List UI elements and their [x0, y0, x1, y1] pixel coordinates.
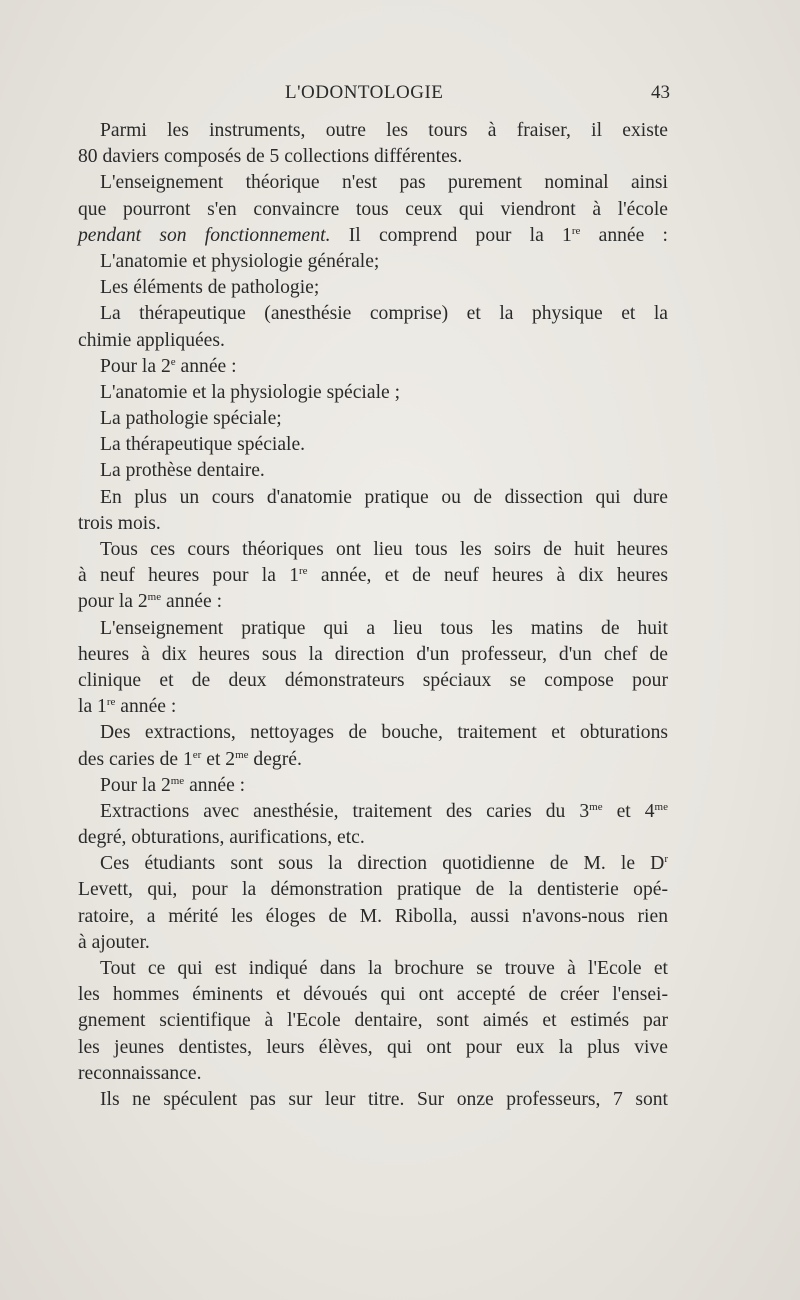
text-line: [78, 1061, 668, 1087]
line-text: degré, obturations, aurifications, etc.: [78, 827, 365, 849]
text-line: [78, 301, 668, 327]
superscript: re: [106, 696, 116, 709]
line-text: des caries de 1: [78, 748, 193, 770]
superscript: re: [299, 565, 308, 578]
line-text: pour la 2: [78, 591, 148, 613]
superscript: me: [147, 591, 162, 604]
line-text: Il comprend pour la 1: [330, 224, 572, 246]
page-header: [80, 82, 670, 108]
text-line: [78, 354, 668, 380]
text-line: [78, 1035, 668, 1061]
text-line: [78, 511, 668, 537]
text-line: [78, 904, 668, 930]
text-line: [78, 668, 668, 694]
line-text: année :: [115, 696, 177, 718]
superscript: er: [192, 748, 202, 761]
line-text: Ces étudiants sont sous la direction quotidienne de M. le D: [100, 853, 665, 875]
line-text: année :: [161, 591, 223, 613]
line-text: les hommes éminents et dévoués qui ont accepté de créer l'ensei-: [78, 984, 668, 1006]
text-line: [78, 720, 668, 746]
text-line: [78, 275, 668, 301]
text-line: [78, 223, 668, 249]
superscript: re: [571, 224, 581, 237]
text-line: [78, 956, 668, 982]
line-text: La prothèse dentaire.: [100, 460, 265, 482]
text-line: [78, 589, 668, 615]
line-text: Les éléments de pathologie;: [100, 277, 320, 299]
text-line: [78, 380, 668, 406]
text-line: [78, 773, 668, 799]
line-text: Pour la 2: [100, 355, 171, 377]
text-line: [78, 537, 668, 563]
line-text: et 2: [201, 748, 236, 770]
line-text: L'anatomie et la physiologie spéciale ;: [100, 381, 401, 403]
line-text: à ajouter.: [78, 931, 150, 953]
line-text: L'anatomie et physiologie générale;: [100, 250, 380, 272]
line-text: L'enseignement pratique qui a lieu tous les matins de huit: [100, 617, 668, 639]
line-text: année :: [175, 355, 237, 377]
line-text: 80 daviers composés de 5 collections différentes.: [78, 146, 463, 168]
text-line: [78, 328, 668, 354]
text-line: [78, 747, 668, 773]
page-number: 43: [651, 82, 670, 103]
text-line: [78, 118, 668, 144]
text-line: [78, 458, 668, 484]
italic-text: pendant son fonctionnement.: [78, 224, 331, 246]
text-line: [78, 144, 668, 170]
line-text: Extractions avec anesthésie, traitement des caries du 3: [100, 800, 590, 822]
text-line: [78, 930, 668, 956]
line-text: année :: [580, 224, 668, 246]
text-line: [78, 825, 668, 851]
text-line: [78, 877, 668, 903]
line-text: La thérapeutique spéciale.: [100, 434, 306, 456]
line-text: Des extractions, nettoyages de bouche, traitement et obturations: [100, 722, 668, 744]
line-text: la 1: [78, 696, 107, 718]
line-text: La thérapeutique (anesthésie comprise) et la physique et la: [100, 303, 668, 325]
line-text: Tous ces cours théoriques ont lieu tous les soirs de huit heures: [100, 539, 668, 560]
text-line: [78, 485, 668, 511]
line-text: ratoire, a mérité les éloges de M. Ribolla, aussi n'avons-nous rien: [78, 905, 668, 927]
text-line: [78, 982, 668, 1008]
line-text: gnement scientifique à l'Ecole dentaire, sont aimés et estimés par: [78, 1010, 668, 1032]
text-line: [78, 406, 668, 432]
superscript: me: [235, 748, 249, 761]
line-text: année :: [184, 774, 246, 796]
superscript: me: [589, 800, 603, 813]
line-text: Levett, qui, pour la démonstration pratique de la dentisterie opé-: [78, 879, 668, 901]
line-text: L'enseignement théorique n'est pas purement nominal ainsi: [100, 172, 668, 194]
superscript: r: [664, 853, 668, 866]
superscript: me: [654, 800, 668, 813]
line-text: degré.: [248, 748, 302, 770]
line-text: trois mois.: [78, 512, 161, 534]
text-line: [78, 616, 668, 642]
line-text: à neuf heures pour la 1: [78, 565, 300, 587]
line-text: heures à dix heures sous la direction d'un professeur, d'un chef de: [78, 643, 668, 665]
line-text: Parmi les instruments, outre les tours à fraiser, il existe: [100, 120, 668, 141]
text-line: [78, 249, 668, 275]
text-line: [78, 197, 668, 223]
text-line: [78, 642, 668, 668]
text-line: [78, 1087, 668, 1113]
line-text: En plus un cours d'anatomie pratique ou de dissection qui dure: [100, 486, 668, 508]
line-text: clinique et de deux démonstrateurs spéciaux se compose pour: [78, 669, 668, 691]
line-text: Pour la 2: [100, 774, 171, 796]
line-text: Tout ce qui est indiqué dans la brochure se trouve à l'Ecole et: [100, 958, 668, 979]
running-title: L'ODONTOLOGIE: [285, 82, 444, 103]
text-line: [78, 432, 668, 458]
text-line: [78, 170, 668, 196]
superscript: e: [170, 355, 176, 368]
line-text: et 4: [602, 800, 655, 822]
line-text: reconnaissance.: [78, 1062, 202, 1084]
text-line: [78, 694, 668, 720]
line-text: chimie appliquées.: [78, 329, 225, 351]
body-text: [78, 118, 668, 1113]
text-line: [78, 799, 668, 825]
superscript: me: [170, 774, 185, 787]
line-text: les jeunes dentistes, leurs élèves, qui ont pour eux la plus vive: [78, 1036, 668, 1058]
line-text: année, et de neuf heures à dix heures: [307, 565, 669, 587]
text-line: [78, 1008, 668, 1034]
text-line: [78, 563, 668, 589]
line-text: La pathologie spéciale;: [100, 408, 282, 430]
text-line: [78, 851, 668, 877]
line-text: que pourront s'en convaincre tous ceux qui viendront à l'école: [78, 198, 668, 220]
line-text: Ils ne spéculent pas sur leur titre. Sur onze professeurs, 7 sont: [100, 1088, 668, 1110]
